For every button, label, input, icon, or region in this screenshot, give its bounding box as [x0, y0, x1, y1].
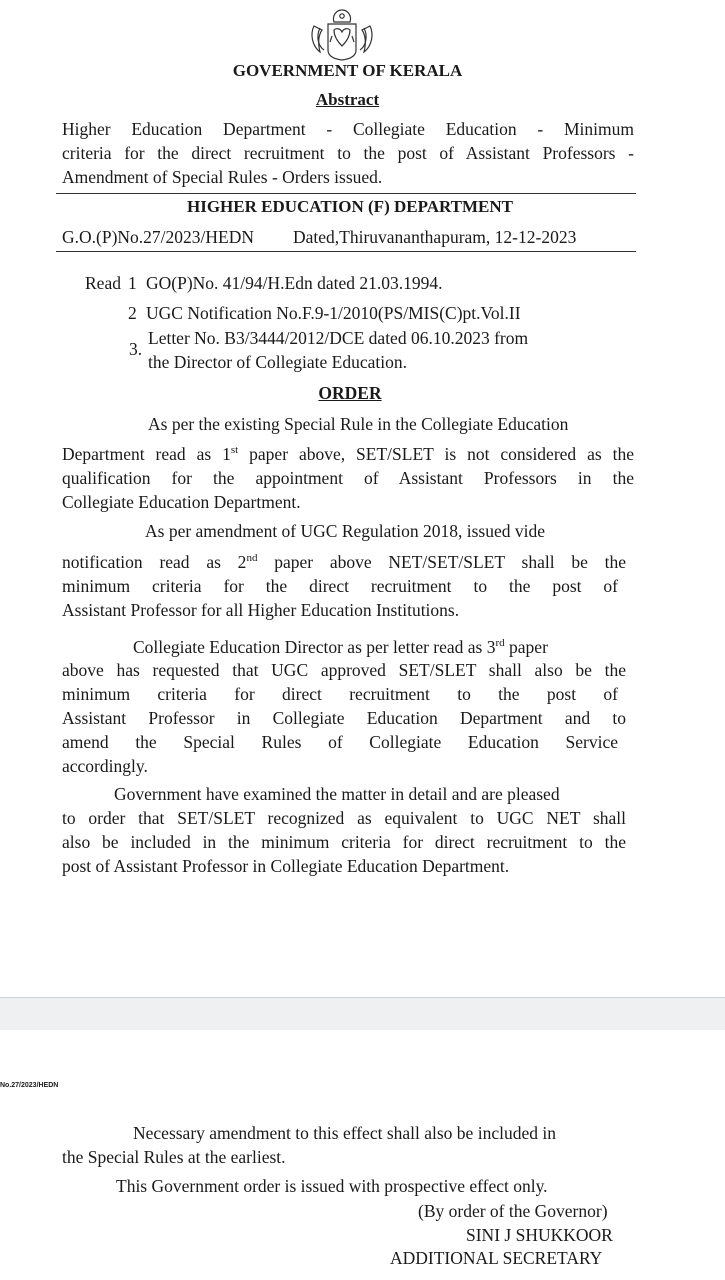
para3-line-3: minimum criteria for direct recruitment to the post of [62, 684, 618, 704]
reference-number: 2 [128, 303, 137, 323]
order-title: ORDER [318, 383, 382, 403]
abstract-line-2: criteria for the direct recruitment to the post of Assistant Professors - [62, 143, 634, 163]
para2-line-3: minimum criteria for the direct recruitment to the post of [62, 576, 618, 596]
page-break [0, 997, 725, 1030]
para6: This Government order is issued with prospective effect only. [116, 1176, 548, 1196]
reference-number: 3. [129, 339, 143, 359]
divider-top [56, 193, 636, 194]
read-label: Read [85, 273, 121, 293]
government-title: GOVERNMENT OF KERALA [232, 61, 463, 80]
abstract-line-3: Amendment of Special Rules - Orders issued. [62, 167, 383, 187]
para5-line-2: the Special Rules at the earliest. [62, 1147, 286, 1167]
para3-line-2: above has requested that UGC approved SET/SLET shall also be the [62, 660, 626, 680]
para4-line-1: Government have examined the matter in detail and are pleased [114, 784, 560, 804]
para4-line-4: post of Assistant Professor in Collegiate Education Department. [62, 856, 510, 876]
para4-line-2: to order that SET/SLET recognized as equivalent to UGC NET shall [62, 808, 626, 828]
para4-line-3: also be included in the minimum criteria for direct recruitment to the [62, 832, 626, 852]
signatory-designation: ADDITIONAL SECRETARY [390, 1248, 603, 1268]
para1-line-3: qualification for the appointment of Assistant Professors in the [62, 468, 634, 488]
para1-line-4: Collegiate Education Department. [62, 492, 301, 512]
reference-1: GO(P)No. 41/94/H.Edn dated 21.03.1994. [146, 273, 443, 293]
para3-line-6: accordingly. [62, 756, 148, 776]
by-order: (By order of the Governor) [418, 1201, 608, 1221]
divider-bottom [56, 251, 636, 252]
reference-number: 1 [128, 273, 137, 293]
go-date: Dated,Thiruvananthapuram, 12-12-2023 [293, 227, 577, 247]
para2-line-1: As per amendment of UGC Regulation 2018, issued vide [145, 521, 546, 541]
para2-line-4: Assistant Professor for all Higher Education Institutions. [62, 600, 460, 620]
para3-line-4: Assistant Professor in Collegiate Education Department and to [62, 708, 626, 728]
reference-3-line-1: Letter No. B3/3444/2012/DCE dated 06.10.2023 from [148, 328, 529, 348]
signatory-name: SINI J SHUKKOOR [466, 1225, 613, 1245]
para3-line-5: amend the Special Rules of Collegiate Education Service [62, 732, 618, 752]
reference-2: UGC Notification No.F.9-1/2010(PS/MIS(C)pt.Vol.II [146, 303, 521, 323]
para1-line-1: As per the existing Special Rule in the Collegiate Education [148, 414, 569, 434]
reference-3-line-2: the Director of Collegiate Education. [148, 352, 408, 372]
page-ref: No.27/2023/HEDN [0, 1082, 59, 1089]
para3-line-1: Collegiate Education Director as per letter read as 3rd paper [133, 637, 548, 657]
go-number: G.O.(P)No.27/2023/HEDN [62, 227, 255, 247]
abstract-label: Abstract [315, 90, 380, 109]
abstract-line-1: Higher Education Department - Collegiate Education - Minimum [62, 119, 634, 139]
department-title: HIGHER EDUCATION (F) DEPARTMENT [186, 197, 514, 216]
para5-line-1: Necessary amendment to this effect shall also be included in [133, 1123, 556, 1143]
para2-line-2: notification read as 2nd paper above NET/SET/SLET shall be the [62, 552, 626, 572]
para1-line-2: Department read as 1st paper above, SET/SLET is not considered as the [62, 444, 635, 464]
kerala-emblem-icon [306, 6, 378, 62]
